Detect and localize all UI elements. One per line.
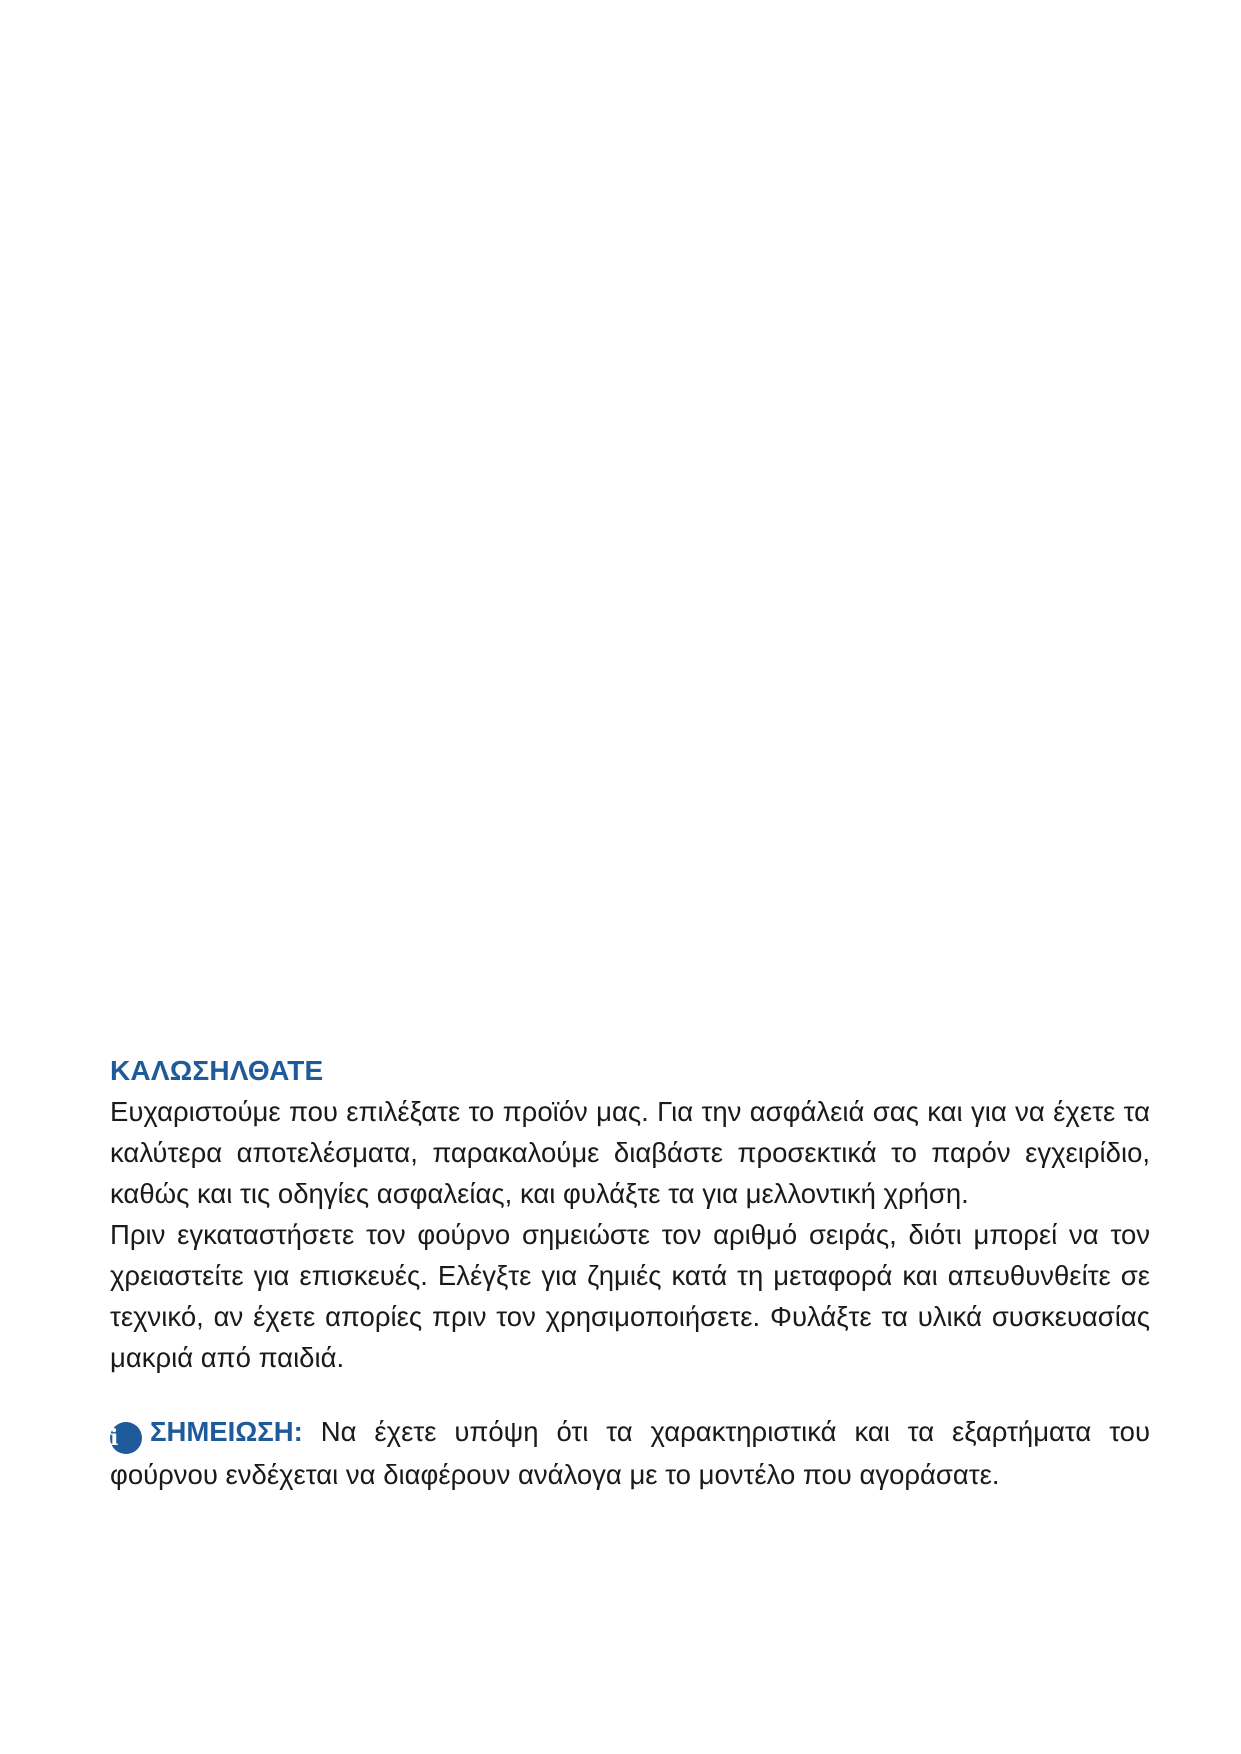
note-block <box>110 1411 1150 1495</box>
intro-paragraph: Ευχαριστούμε που επιλέξατε το προϊόν μας. Για την ασφάλειά σας και για να έχετε τα καλύτερα αποτελέσματα, παρακαλούμε διαβάστε προσεκτικά το παρόν εγχειρίδιο, καθώς και τις οδηγίες ασφαλείας, και φυλάξτε τα για μελλοντική χρήση. <box>110 1096 1150 1209</box>
welcome-heading: ΚΑΛΩΣΗΛΘΑΤΕ <box>110 1055 324 1086</box>
info-icon: i <box>110 1422 142 1454</box>
note-text: Να έχετε υπόψη ότι τα χαρακτηριστικά και τα εξαρτήματα του φούρνου ενδέχεται να διαφέρουν ανάλογα με το μοντέλο που αγοράσατε. <box>110 1416 1151 1490</box>
note-label: ΣΗΜΕΙΩΣΗ: <box>150 1416 303 1447</box>
installation-paragraph: Πριν εγκαταστήσετε τον φούρνο σημειώστε τον αριθμό σειράς, διότι μπορεί να τον χρειαστείτε για επισκευές. Ελέγξτε για ζημιές κατά τη μεταφορά και απευθυνθείτε σε τεχνικό, αν έχετε απορίες πριν τον χρησιμοποιήσετε. Φυλάξτε τα υλικά συσκευασίας μακριά από παιδιά. <box>110 1219 1150 1373</box>
welcome-section <box>110 1050 1150 1495</box>
